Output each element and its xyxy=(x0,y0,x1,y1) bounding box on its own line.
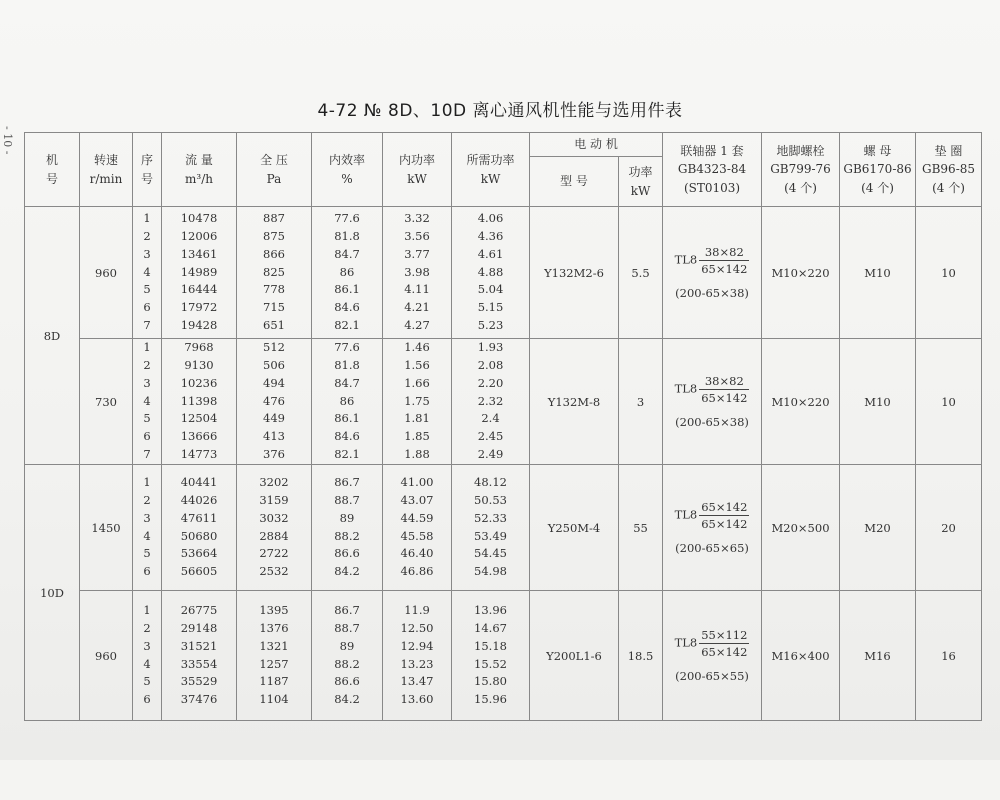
value-flow: 12006 xyxy=(180,229,218,243)
speed-cell: 960 xyxy=(80,207,133,339)
value-required-power: 2.4 xyxy=(481,411,500,426)
value-internal-power: 46.40 xyxy=(400,546,434,561)
table-title: 4-72 № 8D、10D 离心通风机性能与选用件表 xyxy=(317,101,683,121)
pressure-cell xyxy=(237,591,312,721)
coupling-cell: TL8 $\frac{38\times 82}{65\times 142}$ (200-65×38) xyxy=(663,339,762,465)
nut-cell: M16 xyxy=(840,591,916,721)
motor-power-cell: 55 xyxy=(619,465,663,591)
value-pressure: 2722 xyxy=(259,546,289,561)
seq-cell xyxy=(133,207,162,339)
value-efficiency: 86.1 xyxy=(334,282,360,297)
value-internal-power: 13.60 xyxy=(400,692,434,707)
value-seq: 2 xyxy=(143,358,151,372)
value-internal-power: 46.86 xyxy=(400,564,434,579)
value-seq: 3 xyxy=(143,510,151,525)
value-seq: 5 xyxy=(143,411,151,426)
value-required-power: 2.45 xyxy=(477,429,504,444)
header-seq: 序 号 xyxy=(133,133,162,207)
washer-cell: 16 xyxy=(916,591,982,721)
header-speed: 转速 r/min xyxy=(80,133,133,207)
value-internal-power: 4.21 xyxy=(404,300,430,315)
value-flow: 37476 xyxy=(180,692,218,707)
pressure-cell xyxy=(237,339,312,465)
value-efficiency: 86.7 xyxy=(334,475,360,490)
seq-cell xyxy=(133,465,162,591)
coupling-fraction: $\frac{55\times 112}{65\times 142}$ xyxy=(701,627,748,659)
value-internal-power: 13.23 xyxy=(400,656,434,671)
value-flow: 11398 xyxy=(180,393,218,408)
value-efficiency: 86 xyxy=(339,264,355,279)
value-flow: 33554 xyxy=(180,656,218,671)
motor-power-cell: 5.5 xyxy=(619,207,663,339)
group-row-10d-960 xyxy=(25,591,982,721)
internal-power-cell xyxy=(383,465,452,591)
value-seq: 3 xyxy=(143,375,151,390)
value-required-power: 50.53 xyxy=(474,492,507,507)
value-seq: 1 xyxy=(143,475,151,490)
washer-cell: 10 xyxy=(916,339,982,465)
coupling-cell: TL8 $\frac{38\times 82}{65\times 142}$ (200-65×38) xyxy=(663,207,762,339)
value-pressure: 1321 xyxy=(259,638,289,653)
header-pressure: 全 压 Pa xyxy=(237,133,312,207)
value-internal-power: 1.56 xyxy=(404,358,430,372)
value-flow: 13461 xyxy=(180,246,218,261)
value-internal-power: 3.98 xyxy=(404,264,430,279)
value-efficiency: 84.2 xyxy=(334,692,360,707)
value-flow: 44026 xyxy=(180,492,218,507)
value-flow: 31521 xyxy=(180,638,218,653)
value-pressure: 1257 xyxy=(259,656,289,671)
value-seq: 7 xyxy=(143,317,151,332)
value-seq: 5 xyxy=(143,674,151,689)
seq-cell xyxy=(133,339,162,465)
value-pressure: 1104 xyxy=(259,692,289,707)
value-internal-power: 45.58 xyxy=(400,528,434,543)
pressure-cell xyxy=(237,207,312,339)
value-pressure: 413 xyxy=(263,429,285,444)
value-pressure: 506 xyxy=(263,358,285,372)
value-internal-power: 11.9 xyxy=(404,603,430,618)
seq-cell xyxy=(133,591,162,721)
value-required-power: 54.45 xyxy=(474,546,507,561)
value-required-power: 15.80 xyxy=(474,674,507,689)
coupling-fraction: $\frac{38\times 82}{65\times 142}$ xyxy=(701,244,748,276)
coupling-fraction: $\frac{38\times 82}{65\times 142}$ xyxy=(701,373,748,405)
value-internal-power: 1.88 xyxy=(404,446,430,461)
value-flow: 19428 xyxy=(180,317,218,332)
page-margin xyxy=(0,760,1000,800)
required-power-cell xyxy=(452,339,530,465)
value-pressure: 1376 xyxy=(259,620,289,635)
header-motor-type: 型 号 xyxy=(530,157,619,207)
value-internal-power: 13.47 xyxy=(400,674,434,689)
value-pressure: 866 xyxy=(263,246,285,261)
value-required-power: 15.52 xyxy=(474,656,507,671)
value-internal-power: 43.07 xyxy=(400,492,434,507)
value-internal-power: 3.77 xyxy=(404,246,430,261)
speed-cell: 960 xyxy=(80,591,133,721)
value-seq: 1 xyxy=(143,603,151,618)
value-flow: 53664 xyxy=(180,546,218,561)
value-seq: 6 xyxy=(143,692,151,707)
group-row-8d-730 xyxy=(25,339,982,465)
value-efficiency: 89 xyxy=(339,510,355,525)
motor-power-cell: 18.5 xyxy=(619,591,663,721)
value-pressure: 887 xyxy=(263,211,285,226)
coupling-fraction: $\frac{65\times 142}{65\times 142}$ xyxy=(701,499,748,531)
value-pressure: 715 xyxy=(263,300,285,315)
value-internal-power: 1.75 xyxy=(404,393,430,408)
value-flow: 9130 xyxy=(184,358,214,372)
value-required-power: 14.67 xyxy=(474,620,507,635)
efficiency-cell xyxy=(312,339,383,465)
value-efficiency: 88.7 xyxy=(334,620,360,635)
performance-table xyxy=(24,132,982,721)
value-internal-power: 44.59 xyxy=(400,510,434,525)
nut-cell: M10 xyxy=(840,207,916,339)
anchor-bolt-cell: M16×400 xyxy=(762,591,840,721)
value-pressure: 1395 xyxy=(259,603,289,618)
value-seq: 1 xyxy=(143,340,151,355)
motor-power-cell: 3 xyxy=(619,339,663,465)
header-anchor-bolt: 地脚螺栓 GB799-76 (4 个) xyxy=(762,133,840,207)
value-seq: 4 xyxy=(143,393,151,408)
internal-power-cell xyxy=(383,207,452,339)
value-seq: 3 xyxy=(143,246,151,261)
value-required-power: 5.04 xyxy=(477,282,504,297)
value-seq: 6 xyxy=(143,429,151,444)
value-seq: 2 xyxy=(143,492,151,507)
value-required-power: 2.32 xyxy=(477,393,504,408)
value-flow: 50680 xyxy=(180,528,218,543)
value-pressure: 825 xyxy=(263,264,285,279)
required-power-cell xyxy=(452,207,530,339)
value-internal-power: 1.81 xyxy=(404,411,430,426)
value-seq: 5 xyxy=(143,546,151,561)
coupling-cell: TL8 $\frac{65\times 142}{65\times 142}$ (200-65×65) xyxy=(663,465,762,591)
value-pressure: 2884 xyxy=(259,528,289,543)
header-flow: 流 量 m³/h xyxy=(162,133,237,207)
value-flow: 14773 xyxy=(180,446,218,461)
value-required-power: 48.12 xyxy=(474,475,507,490)
washer-cell: 20 xyxy=(916,465,982,591)
header-washer: 垫 圈 GB96-85 (4 个) xyxy=(916,133,982,207)
value-efficiency: 82.1 xyxy=(334,317,360,332)
value-flow: 13666 xyxy=(180,429,218,444)
value-pressure: 778 xyxy=(263,282,285,297)
value-required-power: 1.93 xyxy=(477,340,504,355)
required-power-cell xyxy=(452,465,530,591)
value-required-power: 2.08 xyxy=(477,358,504,372)
header-coupling: 联轴器 1 套 GB4323-84 (ST0103) xyxy=(663,133,762,207)
value-seq: 2 xyxy=(143,229,151,243)
header-required-power: 所需功率 kW xyxy=(452,133,530,207)
value-flow: 10478 xyxy=(180,211,218,226)
header-motor-power: 功率 kW xyxy=(619,157,663,207)
value-pressure: 3159 xyxy=(259,492,289,507)
value-pressure: 494 xyxy=(263,375,285,390)
value-internal-power: 4.27 xyxy=(404,317,430,332)
value-seq: 1 xyxy=(143,211,151,226)
group-row-10d-1450 xyxy=(25,465,982,591)
value-flow: 56605 xyxy=(180,564,218,579)
value-required-power: 2.49 xyxy=(477,446,504,461)
flow-cell xyxy=(162,339,237,465)
value-required-power: 13.96 xyxy=(474,603,507,618)
value-flow: 47611 xyxy=(180,510,218,525)
value-required-power: 4.61 xyxy=(477,246,504,261)
value-flow: 14989 xyxy=(180,264,218,279)
value-efficiency: 77.6 xyxy=(334,211,360,226)
value-pressure: 449 xyxy=(263,411,285,426)
value-efficiency: 81.8 xyxy=(334,358,360,372)
nut-cell: M20 xyxy=(840,465,916,591)
value-seq: 6 xyxy=(143,300,151,315)
value-seq: 3 xyxy=(143,638,151,653)
required-power-cell xyxy=(452,591,530,721)
value-efficiency: 77.6 xyxy=(334,340,360,355)
value-internal-power: 3.32 xyxy=(404,211,430,226)
value-pressure: 3202 xyxy=(259,475,289,490)
value-pressure: 512 xyxy=(263,340,285,355)
value-required-power: 15.18 xyxy=(474,638,507,653)
internal-power-cell xyxy=(383,591,452,721)
value-required-power: 4.36 xyxy=(477,229,504,243)
value-efficiency: 84.7 xyxy=(334,375,360,390)
value-internal-power: 12.94 xyxy=(400,638,434,653)
value-seq: 4 xyxy=(143,528,151,543)
value-efficiency: 89 xyxy=(339,638,355,653)
value-efficiency: 86.7 xyxy=(334,603,360,618)
value-efficiency: 88.2 xyxy=(334,656,360,671)
motor-type-cell: Y132M2-6 xyxy=(530,207,619,339)
value-internal-power: 3.56 xyxy=(404,229,430,243)
value-pressure: 1187 xyxy=(259,674,289,689)
value-seq: 6 xyxy=(143,564,151,579)
value-efficiency: 84.2 xyxy=(334,564,360,579)
value-flow: 17972 xyxy=(180,300,218,315)
anchor-bolt-cell: M10×220 xyxy=(762,207,840,339)
value-required-power: 5.15 xyxy=(477,300,504,315)
motor-type-cell: Y250M-4 xyxy=(530,465,619,591)
value-flow: 29148 xyxy=(180,620,218,635)
value-efficiency: 88.7 xyxy=(334,492,360,507)
value-efficiency: 84.6 xyxy=(334,429,360,444)
value-flow: 12504 xyxy=(180,411,218,426)
value-internal-power: 1.66 xyxy=(404,375,430,390)
value-pressure: 3032 xyxy=(259,510,289,525)
value-pressure: 875 xyxy=(263,229,285,243)
value-required-power: 5.23 xyxy=(477,317,504,332)
flow-cell xyxy=(162,591,237,721)
page-number: - 10 - xyxy=(1,126,14,155)
value-efficiency: 82.1 xyxy=(334,446,360,461)
internal-power-cell xyxy=(383,339,452,465)
pressure-cell xyxy=(237,465,312,591)
value-efficiency: 86.6 xyxy=(334,546,360,561)
speed-cell: 1450 xyxy=(80,465,133,591)
value-seq: 5 xyxy=(143,282,151,297)
header-nut: 螺 母 GB6170-86 (4 个) xyxy=(840,133,916,207)
value-internal-power: 1.85 xyxy=(404,429,430,444)
value-flow: 16444 xyxy=(180,282,218,297)
efficiency-cell xyxy=(312,207,383,339)
efficiency-cell xyxy=(312,465,383,591)
value-required-power: 2.20 xyxy=(477,375,504,390)
header-model: 机 号 xyxy=(25,133,80,207)
flow-cell xyxy=(162,465,237,591)
nut-cell: M10 xyxy=(840,339,916,465)
value-efficiency: 81.8 xyxy=(334,229,360,243)
header-internal-power: 内功率 kW xyxy=(383,133,452,207)
model-cell: 8D xyxy=(25,207,80,465)
value-efficiency: 86 xyxy=(339,393,355,408)
anchor-bolt-cell: M10×220 xyxy=(762,339,840,465)
washer-cell: 10 xyxy=(916,207,982,339)
value-internal-power: 4.11 xyxy=(404,282,430,297)
value-pressure: 651 xyxy=(263,317,285,332)
value-seq: 4 xyxy=(143,656,151,671)
value-flow: 10236 xyxy=(180,375,218,390)
anchor-bolt-cell: M20×500 xyxy=(762,465,840,591)
model-cell: 10D xyxy=(25,465,80,721)
efficiency-cell xyxy=(312,591,383,721)
header-motor: 电 动 机 xyxy=(530,133,663,157)
value-flow: 26775 xyxy=(180,603,218,618)
value-required-power: 15.96 xyxy=(474,692,507,707)
coupling-cell: TL8 $\frac{55\times 112}{65\times 142}$ (200-65×55) xyxy=(663,591,762,721)
value-seq: 4 xyxy=(143,264,151,279)
motor-type-cell: Y200L1-6 xyxy=(530,591,619,721)
motor-type-cell: Y132M-8 xyxy=(530,339,619,465)
value-flow: 40441 xyxy=(180,475,218,490)
value-required-power: 4.88 xyxy=(477,264,504,279)
value-flow: 7968 xyxy=(184,340,214,355)
value-internal-power: 12.50 xyxy=(400,620,434,635)
value-pressure: 2532 xyxy=(259,564,289,579)
value-seq: 7 xyxy=(143,446,151,461)
value-efficiency: 86.1 xyxy=(334,411,360,426)
speed-cell: 730 xyxy=(80,339,133,465)
value-required-power: 54.98 xyxy=(474,564,507,579)
value-required-power: 4.06 xyxy=(477,211,504,226)
value-required-power: 52.33 xyxy=(474,510,507,525)
value-efficiency: 88.2 xyxy=(334,528,360,543)
value-internal-power: 41.00 xyxy=(400,475,434,490)
flow-cell xyxy=(162,207,237,339)
value-internal-power: 1.46 xyxy=(404,340,430,355)
value-efficiency: 86.6 xyxy=(334,674,360,689)
header-efficiency: 内效率 % xyxy=(312,133,383,207)
value-required-power: 53.49 xyxy=(474,528,507,543)
group-row-8d-960 xyxy=(25,207,982,339)
value-pressure: 376 xyxy=(263,446,285,461)
value-flow: 35529 xyxy=(180,674,218,689)
value-efficiency: 84.7 xyxy=(334,246,360,261)
value-pressure: 476 xyxy=(263,393,285,408)
value-efficiency: 84.6 xyxy=(334,300,360,315)
value-seq: 2 xyxy=(143,620,151,635)
